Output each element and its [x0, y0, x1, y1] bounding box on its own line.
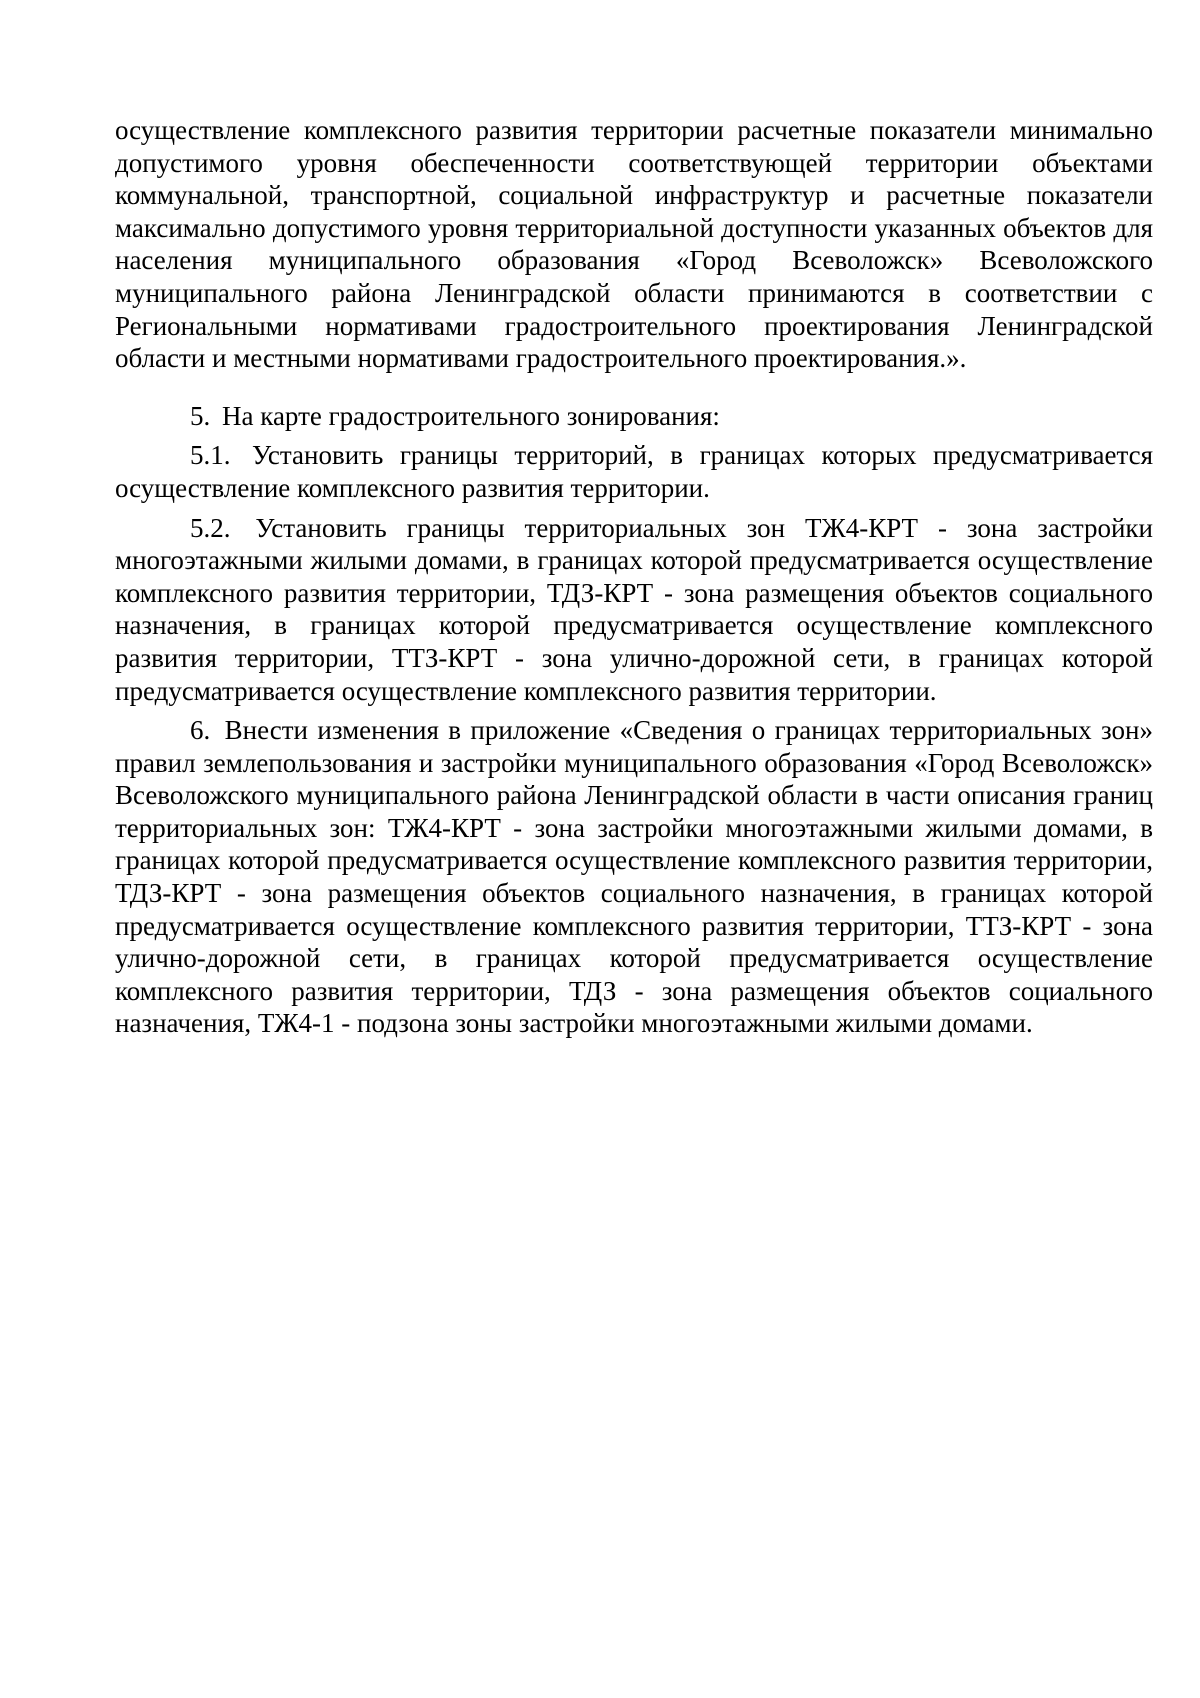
paragraph-text: Установить границы территорий, в границах которых предусматривается осуществление комплексного развития территории. — [115, 440, 1153, 503]
paragraph-text: осуществление комплексного развития территории расчетные показатели минимально допустимого уровня обеспеченности соответствующей территории объектами коммунальной, транспортной, социальной инфраструктур и расчетные показатели максимально допустимого уровня территориальной доступности указанных объектов для населения муниципального образования «Город Всеволожск» Всеволожского муниципального района Ленинградской области принимаются в соответствии с Региональными нормативами градостроительного проектирования Ленинградской области и местными нормативами градостроительного проектирования.». — [115, 115, 1153, 374]
paragraph-text: Установить границы территориальных зон ТЖ4-КРТ - зона застройки многоэтажными жилыми домами, в границах которой предусматривается осуществление комплексного развития территории, ТДЗ-КРТ - зона размещения объектов социального назначения, в границах которой предусматривается осуществление комплексного развития территории, ТТЗ-КРТ - зона улично-дорожной сети, в границах которой предусматривается осуществление комплексного развития территории. — [115, 512, 1153, 706]
paragraph-5-2 — [115, 512, 1153, 708]
document-body — [115, 114, 1153, 1040]
paragraph-5 — [115, 400, 1153, 433]
paragraph-5-1 — [115, 439, 1153, 504]
paragraph-number: 6. — [190, 715, 211, 746]
paragraph-number: 5.2. — [190, 512, 231, 543]
paragraph-number: 5. — [190, 400, 211, 431]
paragraph-continuation — [115, 114, 1153, 375]
paragraph-text: Внести изменения в приложение «Сведения о границах территориальных зон» правил землепользования и застройки муниципального образования «Город Всеволожск» Всеволожского муниципального района Ленинградской области в части описания границ территориальных зон: ТЖ4-КРТ - зона застройки многоэтажными жилыми домами, в границах которой предусматривается осуществление комплексного развития территории, ТДЗ-КРТ - зона размещения объектов социального назначения, в границах которой предусматривается осуществление комплексного развития территории, ТТЗ-КРТ - зона улично-дорожной сети, в границах которой предусматривается осуществление комплексного развития территории, ТДЗ - зона размещения объектов социального назначения, ТЖ4-1 - подзона зоны застройки многоэтажными жилыми домами. — [115, 715, 1154, 1039]
paragraph-6 — [115, 714, 1153, 1040]
paragraph-number: 5.1. — [190, 440, 231, 471]
paragraph-text: На карте градостроительного зонирования: — [222, 400, 720, 431]
